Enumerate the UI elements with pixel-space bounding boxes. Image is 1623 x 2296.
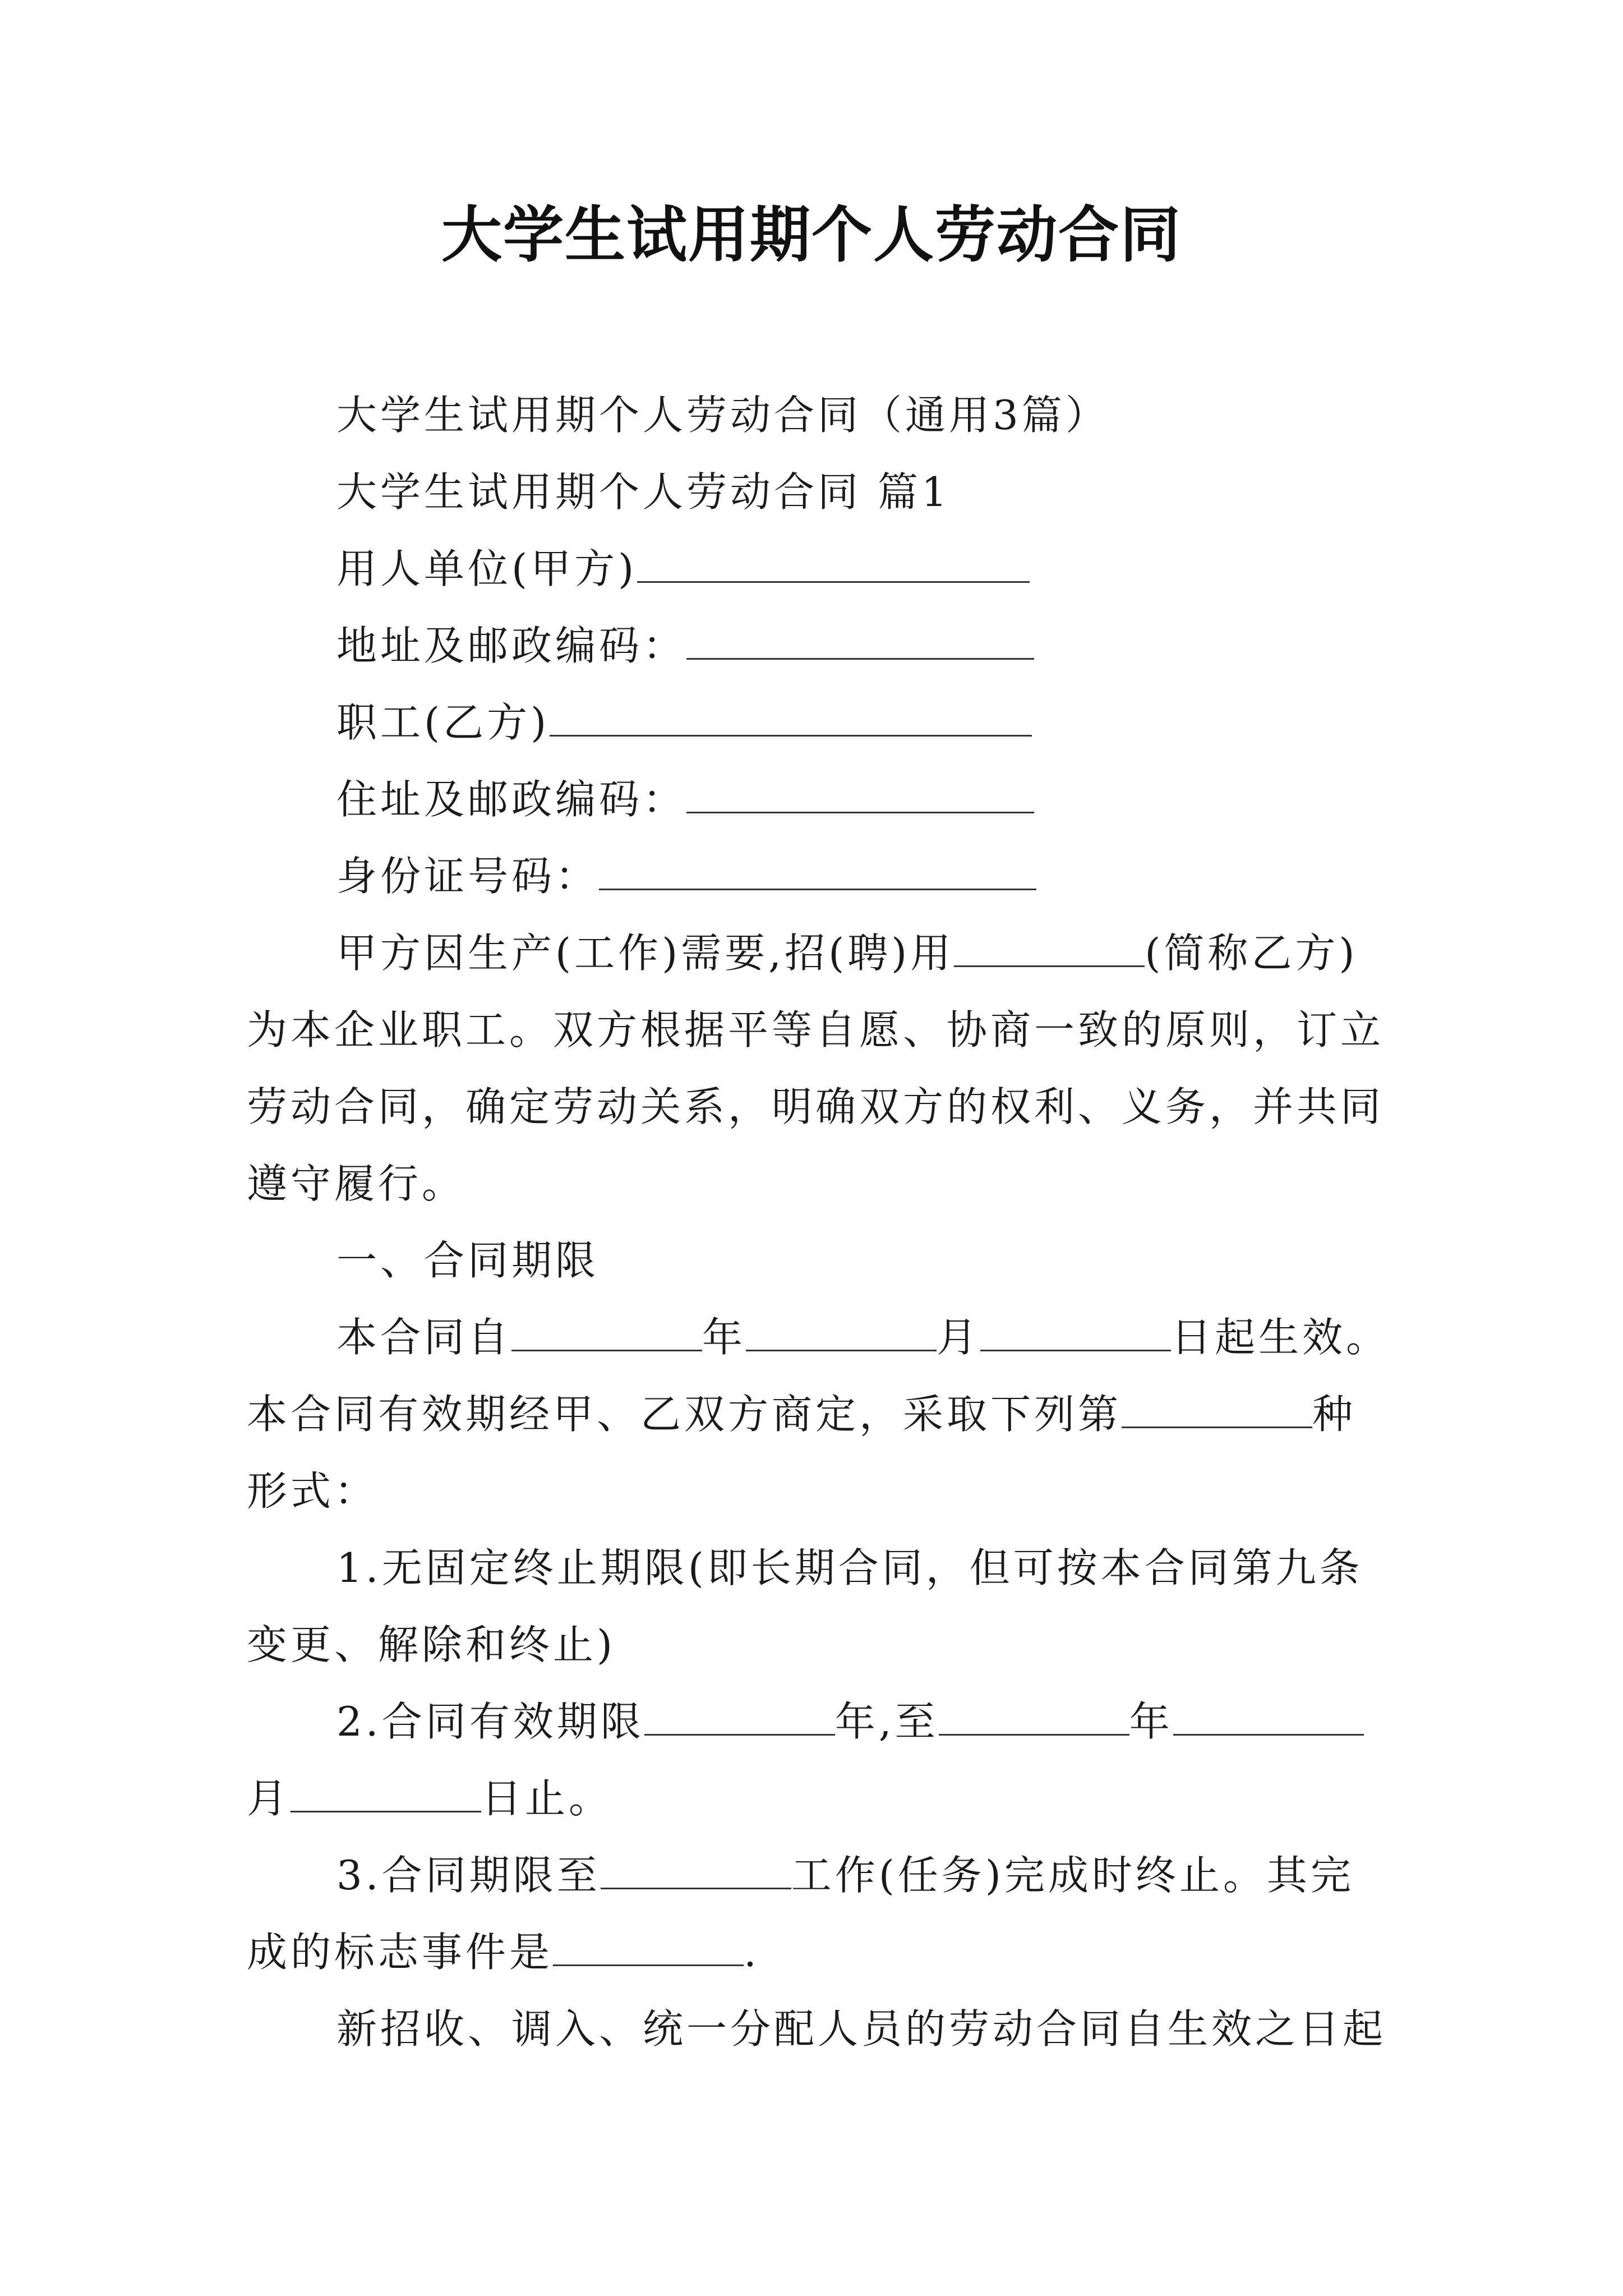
paragraph-text: 工作(任务)完成时终止。其完 xyxy=(791,1852,1354,1899)
document-title: 大学生试用期个人劳动合同 xyxy=(441,200,1182,270)
form-choice-blank[interactable] xyxy=(1122,1387,1312,1428)
employee-field xyxy=(247,684,1377,761)
start-year-blank[interactable] xyxy=(511,1310,702,1351)
paragraph-text: 变更、解除和终止) xyxy=(247,1621,616,1668)
end-year-blank[interactable] xyxy=(939,1695,1129,1736)
paragraph-text: 1.无固定终止期限(即长期合同，但可按本合同第九条 xyxy=(336,1544,1363,1591)
recruit-blank[interactable] xyxy=(954,926,1145,967)
paragraph-line xyxy=(247,915,1377,992)
paragraph-text: 甲方因生产(工作)需要,招(聘)用 xyxy=(336,930,955,977)
paragraph-text: 遵守履行。 xyxy=(247,1160,466,1207)
employer-label: 用人单位(甲方) xyxy=(336,545,638,592)
employer-address-blank[interactable] xyxy=(686,619,1034,660)
paragraph-line xyxy=(247,1145,1377,1222)
paragraph-line xyxy=(247,1453,1377,1530)
paragraph-text: 为本企业职工。双方根据平等自愿、协商一致的原则，订立 xyxy=(247,1006,1385,1053)
subtitle-line xyxy=(247,377,1377,454)
paragraph-line xyxy=(247,1069,1385,1145)
paragraph-text: 种 xyxy=(1312,1391,1357,1438)
paragraph-text: 本合同自 xyxy=(336,1314,512,1361)
employee-label: 职工(乙方) xyxy=(336,699,550,746)
paragraph-line xyxy=(247,1760,1377,1837)
paragraph-text: 年,至 xyxy=(834,1698,939,1745)
paragraph-text: 成的标志事件是 xyxy=(247,1929,554,1976)
paragraph-line xyxy=(247,992,1385,1069)
paragraph-text: 劳动合同，确定劳动关系，明确双方的权利、义务，并共同 xyxy=(247,1083,1385,1130)
employee-address-blank[interactable] xyxy=(686,772,1034,813)
subtitle-text: 大学生试用期个人劳动合同（通用3篇） xyxy=(336,392,1109,439)
end-month-blank[interactable] xyxy=(1173,1695,1364,1736)
completion-event-blank[interactable] xyxy=(553,1925,744,1966)
paragraph-line xyxy=(247,1914,1377,1991)
paragraph-line xyxy=(247,1683,1377,1760)
paragraph-text: . xyxy=(744,1929,760,1976)
section-heading xyxy=(247,454,1377,531)
clause-heading xyxy=(247,1222,1377,1299)
paragraph-text: 年 xyxy=(702,1314,746,1361)
paragraph-text: 形式： xyxy=(247,1467,379,1515)
document-body xyxy=(247,377,1390,2068)
term-years-blank[interactable] xyxy=(644,1695,835,1736)
paragraph-line xyxy=(247,1991,1387,2068)
paragraph-text: 新招收、调入、统一分配人员的劳动合同自生效之日起 xyxy=(336,2005,1387,2053)
paragraph-text: 日止。 xyxy=(481,1775,613,1822)
paragraph-text: (简称乙方) xyxy=(1145,930,1358,977)
task-blank[interactable] xyxy=(601,1848,791,1889)
paragraph-line xyxy=(247,1837,1377,1914)
paragraph-line xyxy=(247,1607,1377,1683)
id-number-field xyxy=(247,838,1377,915)
employee-address-field xyxy=(247,761,1377,838)
paragraph-text: 2.合同有效期限 xyxy=(336,1698,644,1745)
paragraph-text: 年 xyxy=(1129,1698,1173,1745)
end-day-blank[interactable] xyxy=(291,1772,481,1812)
employer-field xyxy=(247,531,1377,608)
clause-heading-text: 一、合同期限 xyxy=(336,1237,600,1284)
id-number-label: 身份证号码： xyxy=(336,853,600,900)
paragraph-line xyxy=(247,1376,1377,1453)
employer-address-field xyxy=(247,608,1377,684)
paragraph-line xyxy=(247,1299,1390,1376)
start-day-blank[interactable] xyxy=(980,1310,1171,1351)
paragraph-text: 月 xyxy=(937,1314,981,1361)
employer-blank[interactable] xyxy=(637,542,1030,583)
paragraph-line xyxy=(247,1530,1377,1607)
employer-address-label: 地址及邮政编码： xyxy=(336,622,687,669)
employee-address-label: 住址及邮政编码： xyxy=(336,776,687,823)
paragraph-text: 日起生效。 xyxy=(1171,1314,1390,1361)
section-heading-text: 大学生试用期个人劳动合同 篇1 xyxy=(336,468,951,516)
paragraph-text: 3.合同期限至 xyxy=(336,1852,601,1899)
paragraph-text: 本合同有效期经甲、乙双方商定，采取下列第 xyxy=(247,1391,1122,1438)
paragraph-text: 月 xyxy=(247,1775,291,1822)
id-number-blank[interactable] xyxy=(599,849,1036,890)
employee-blank[interactable] xyxy=(550,696,1032,737)
start-month-blank[interactable] xyxy=(746,1310,937,1351)
